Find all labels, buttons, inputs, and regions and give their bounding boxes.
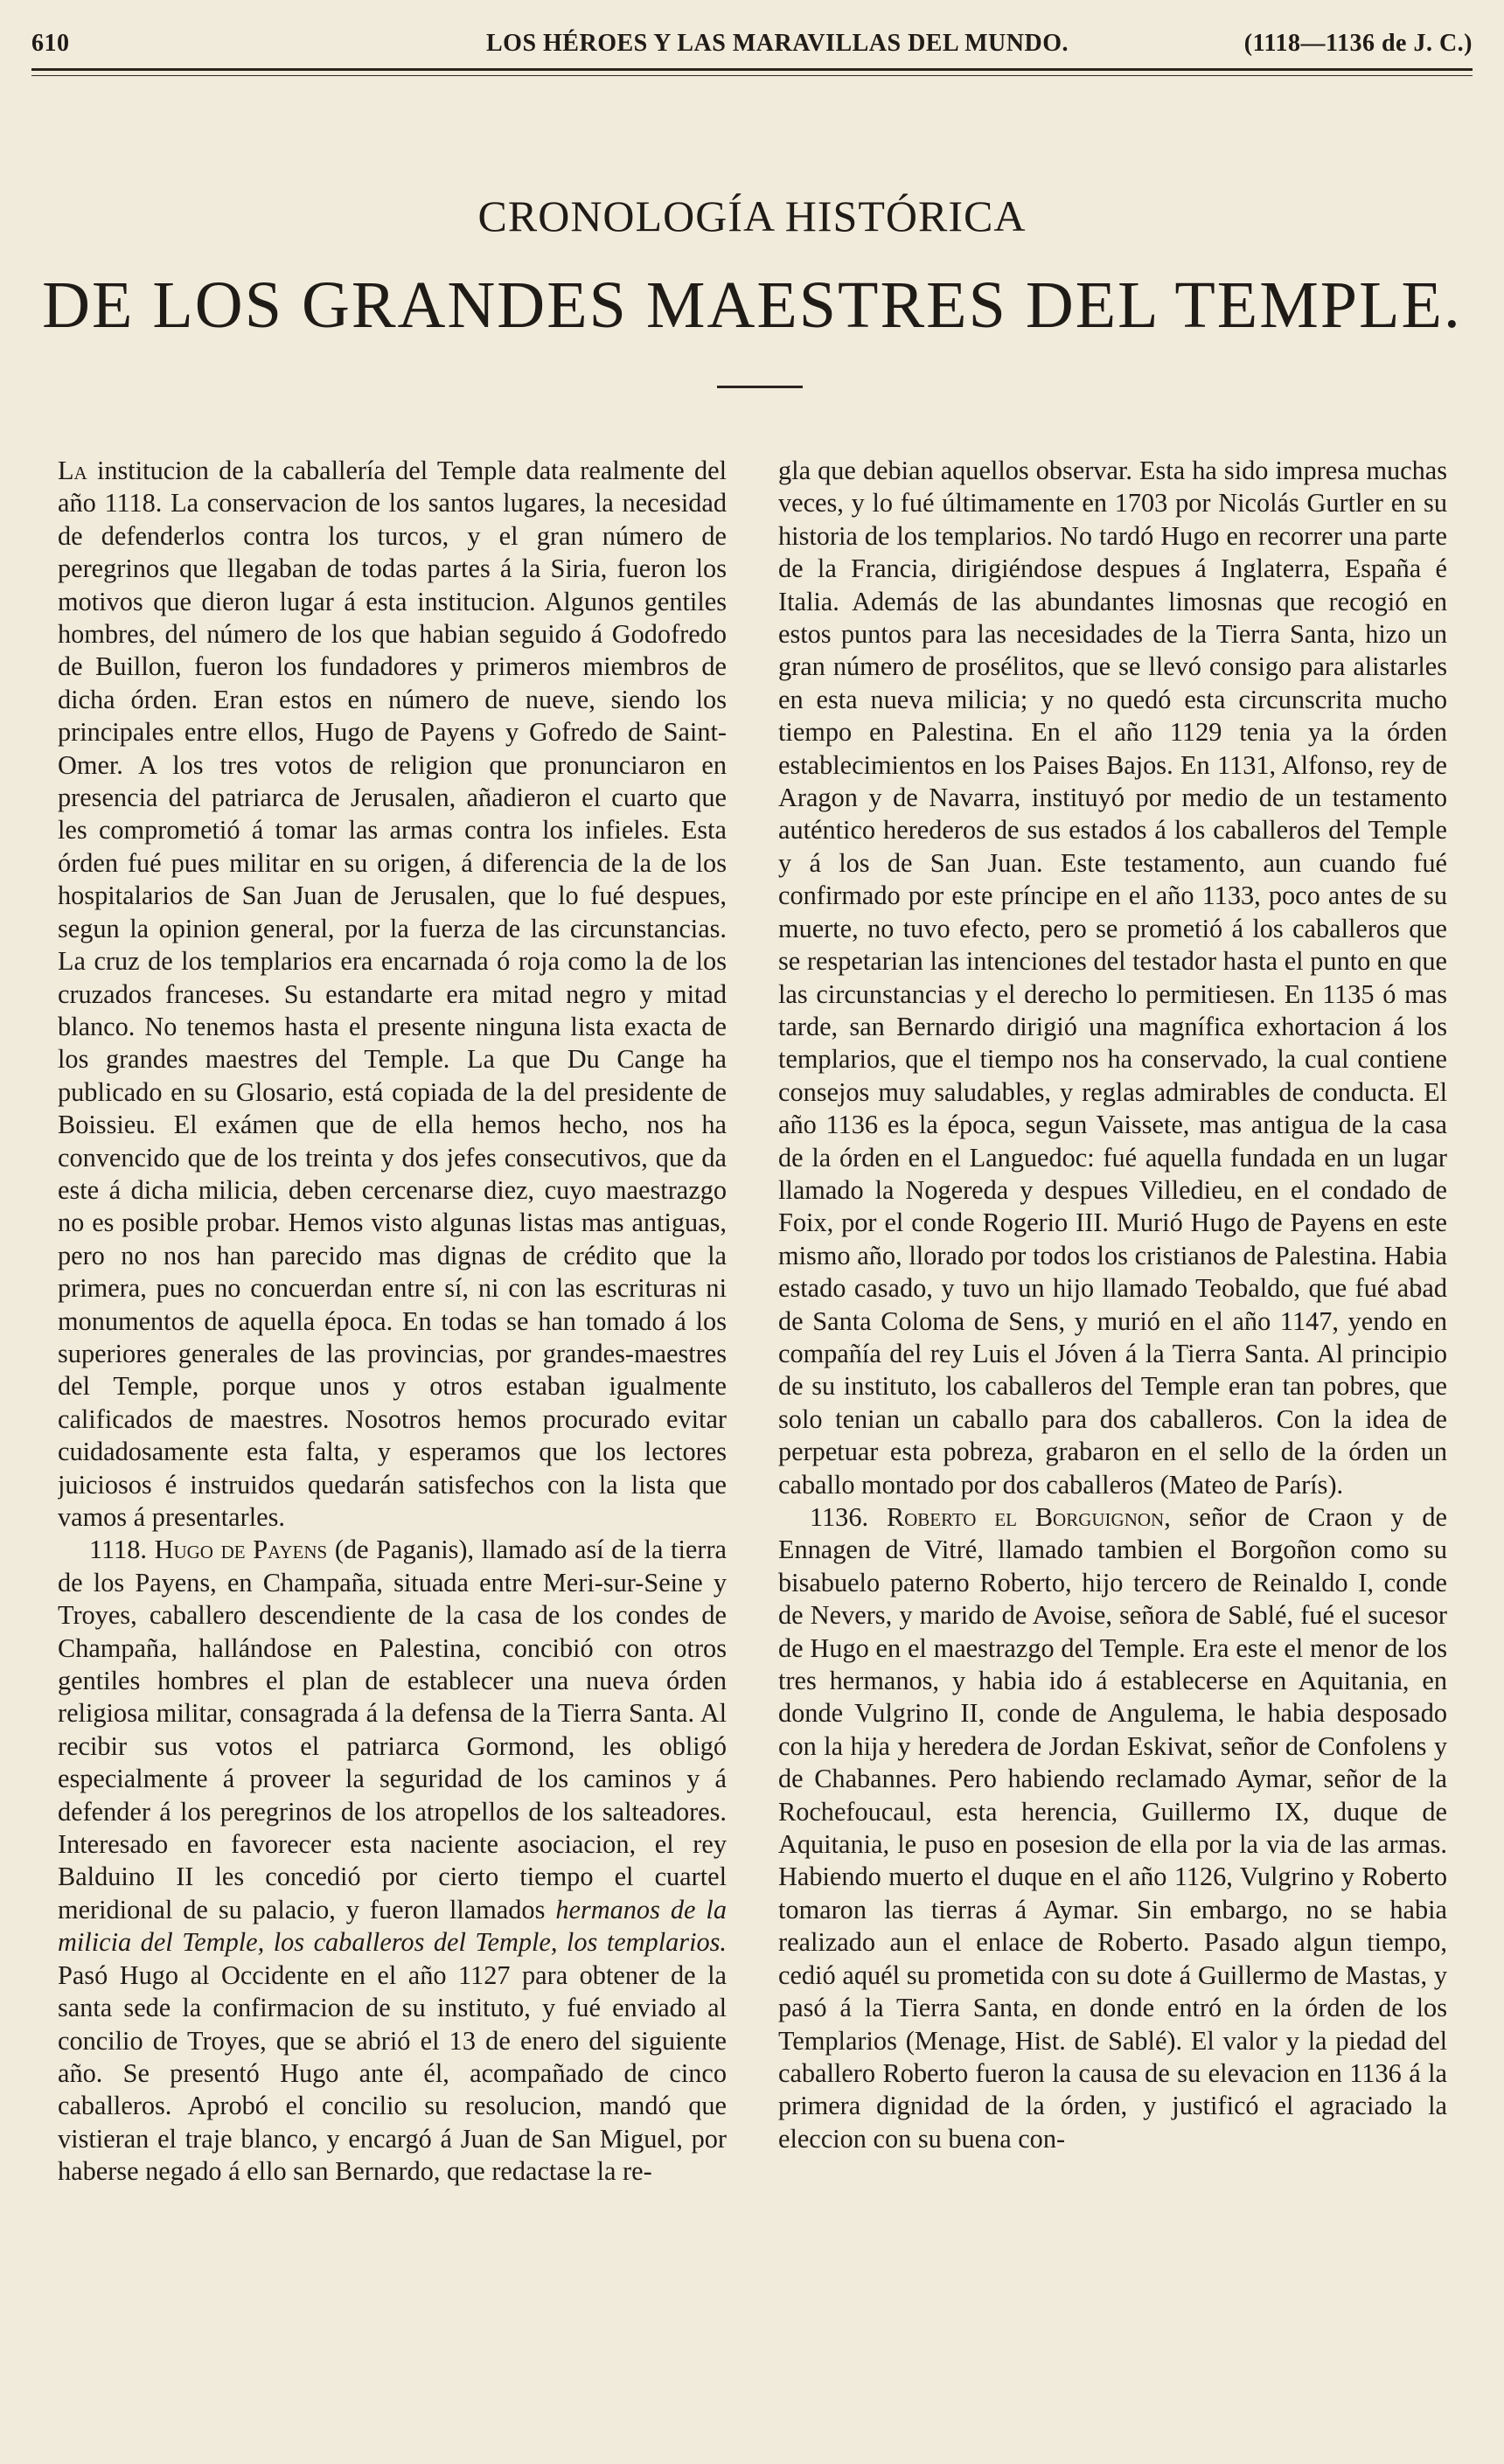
intro-text: institucion de la caballería del Temple data realmente del año 1118. La conservacion de los santos lugares, la necesidad de defenderlos contra los turcos, y el gran número de peregrinos que llegaban de todas partes á la Siria, fueron los motivos que dieron lugar á esta institucion. Algunos gentiles hombres, del número de los que habian seguido á Godofredo de Buillon, fueron los fundadores y primeros miembros de dicha órden. Eran estos en número de nueve, siendo los principales entre ellos, Hugo de Payens y Gofredo de Saint-Omer. A los tres votos de religion que pronunciaron en presencia del patriarca de Jerusalen, añadieron el cuarto que les comprometió á tomar las armas contra los infieles. Esta órden fué pues militar en su origen, á diferencia de la de los hospitalarios de San Juan de Jerusalen, que lo fué despues, segun la opinion general, por la fuerza de las circunstancias. La cruz de los templarios era encarnada ó roja como la de los cruzados franceses. Su estandarte era mitad negro y mitad blanco. No tenemos hasta el presente ninguna lista exacta de los grandes maestres del Temple. La que Du Cange ha publicado en su Glosario, está copiada de la del presidente de Boissieu. El exámen que de ella hemos hecho, nos ha convencido que de los treinta y dos jefes consecutivos, que da este á dicha milicia, deben cercenarse diez, cuyo maestrazgo no es posible probar. Hemos visto algunas listas mas antiguas, pero no nos han parecido mas dignas de crédito que la primera, pues no concuerdan entre sí, ni con las escrituras ni monumentos de aquella época. En todas se han tomado á los superiores generales de las provincias, por grandes-maestres del Temple, porque unos y otros estaban igualmente calificados de maestres. Nosotros hemos procurado evitar cuidadosamente esta falta, y esperamos que los lectores juiciosos é instruidos quedarán satisfechos con la lista que vamos á presentarles. — [58, 456, 727, 1532]
entry-text: (de Paganis), llamado así de la tierra de los Payens, en Champaña, situada entre Meri-sur-Seine y Troyes, caballero descendiente de la casa de los condes de Champaña, hallándose en Palestina, concibió con otros gentiles hombres el plan de establecer una nueva órden religiosa militar, consagrada á la defensa de la Tierra Santa. Al recibir sus votos el patriarca Gormond, les obligó especialmente á proveer la seguridad de los caminos y á defender á los peregrinos de los atropellos de los salteadores. Interesado en favorecer esta naciente asociacion, el rey Balduino II les concedió por cierto tiempo el cuartel meridional de su palacio, y fueron llamados — [58, 1535, 727, 1925]
entry-name: Hugo de Payens — [154, 1535, 328, 1565]
intro-lead: La — [58, 456, 87, 485]
page-number: 610 — [31, 30, 70, 57]
running-title: LOS HÉROES Y LAS MARAVILLAS DEL MUNDO. — [486, 30, 1069, 57]
article-title: DE LOS GRANDES MAESTRES DEL TEMPLE. — [42, 268, 1462, 342]
entry-roberto-el-borguignon — [778, 1501, 1447, 2155]
left-column — [58, 455, 727, 2440]
article-kicker: CRONOLOGÍA HISTÓRICA — [477, 191, 1027, 240]
running-header — [31, 30, 1473, 65]
right-column — [778, 455, 1447, 2440]
entry-year: 1118. — [89, 1535, 147, 1565]
entry-hugo-de-payens — [58, 1534, 727, 2188]
header-rule-thin — [31, 75, 1473, 76]
continued-paragraph: gla que debian aquellos observar. Esta ha sido impresa muchas veces, y lo fué últimamente en 1703 por Nicolás Gurtler en su historia de los templarios. No tardó Hugo en recorrer una parte de la Francia, dirigiéndose despues á Inglaterra, España é Italia. Además de las abundantes limosnas que recogió en estos puntos para las necesidades de la Tierra Santa, hizo un gran número de prosélitos, que se llevó consigo para alistarles en esta nueva milicia; y no quedó esta circunscrita mucho tiempo en Palestina. En el año 1129 tenia ya la órden establecimientos en los Paises Bajos. En 1131, Alfonso, rey de Aragon y de Navarra, instituyó por medio de un testamento auténtico herederos de sus estados á los caballeros del Temple y á los de San Juan. Este testamento, aun cuando fué confirmado por este príncipe en el año 1133, poco antes de su muerte, no tuvo efecto, pero se prometió á los caballeros que se respetarian las intenciones del testador hasta el punto en que las circunstancias y el derecho lo permitiesen. En 1135 ó mas tarde, san Bernardo dirigió una magnífica exhortacion á los templarios, que el tiempo nos ha conservado, la cual contiene consejos muy saludables, y reglas admirables de conducta. El año 1136 es la época, segun Vaissete, mas antigua de la casa de la órden en el Languedoc: fué aquella fundada en un lugar llamado la Nogereda y despues Villedieu, en el condado de Foix, por el conde Rogerio III. Murió Hugo de Payens en este mismo año, llorado por todos los cristianos de Palestina. Habia estado casado, y tuvo un hijo llamado Teobaldo, que fué abad de Santa Coloma de Sens, y murió en el año 1147, yendo en compañía del rey Luis el Jóven á la Tierra Santa. Al principio de su instituto, los caballeros del Temple eran tan pobres, que solo tenian un caballo para dos caballeros. Con la idea de perpetuar esta pobreza, grabaron en el sello de la órden un caballo montado por dos caballeros (Mateo de París). — [778, 456, 1447, 1500]
entry-year: 1136. — [810, 1502, 869, 1532]
header-rule-thick — [31, 68, 1473, 71]
entry-text: , señor de Craon y de Ennagen de Vitré, llamado tambien el Borgoñon como su bisabuelo paterno Roberto, hijo tercero de Reinaldo I, conde de Nevers, y marido de Avoise, señora de Sablé, fué el sucesor de Hugo en el maestrazgo del Temple. Era este el menor de los tres hermanos, y habia ido á establecerse en Aquitania, en donde Vulgrino II, conde de Angulema, le habia desposado con la hija y heredera de Jordan Eskivat, señor de Confolens y de Chabannes. Pero habiendo reclamado Aymar, señor de la Rochefoucaul, esta herencia, Guillermo IX, duque de Aquitania, le puso en posesion de ella por la via de las armas. Habiendo muerto el duque en el año 1126, Vulgrino y Roberto tomaron las tierras á Aymar. Sin embargo, no se habia realizado aun el enlace de Roberto. Pasado algun tiempo, cedió aquél su prometida con su dote á Guillermo de Mastas, y pasó á la Tierra Santa, en donde entró en la órden de los Templarios (Menage, Hist. de Sablé). El valor y la piedad del caballero Roberto fueron la causa de su elevacion en 1136 á la primera dignidad de la órden, y justificó el agraciado la eleccion con su buena con- — [778, 1502, 1447, 2154]
entry-text-cont: Pasó Hugo al Occidente en el año 1127 para obtener de la santa sede la confirmacion de su instituto, y fué enviado al concilio de Troyes, que se abrió el 13 de enero del siguiente año. Se presentó Hugo ante él, acompañado de cinco caballeros. Aprobó el concilio su resolucion, mandó que vistieran el traje blanco, y encargó á Juan de San Miguel, por haberse negado á ello san Bernardo, que redactase la re- — [58, 1959, 727, 2187]
title-divider — [717, 386, 803, 388]
intro-paragraph — [58, 455, 727, 1534]
entry-name: Roberto el Borguignon — [886, 1502, 1165, 1532]
date-range: (1118—1136 de J. C.) — [1243, 30, 1473, 57]
entry-italic: hermanos de la milicia del Temple, los caballeros del Temple, los templarios. — [58, 1894, 727, 1958]
